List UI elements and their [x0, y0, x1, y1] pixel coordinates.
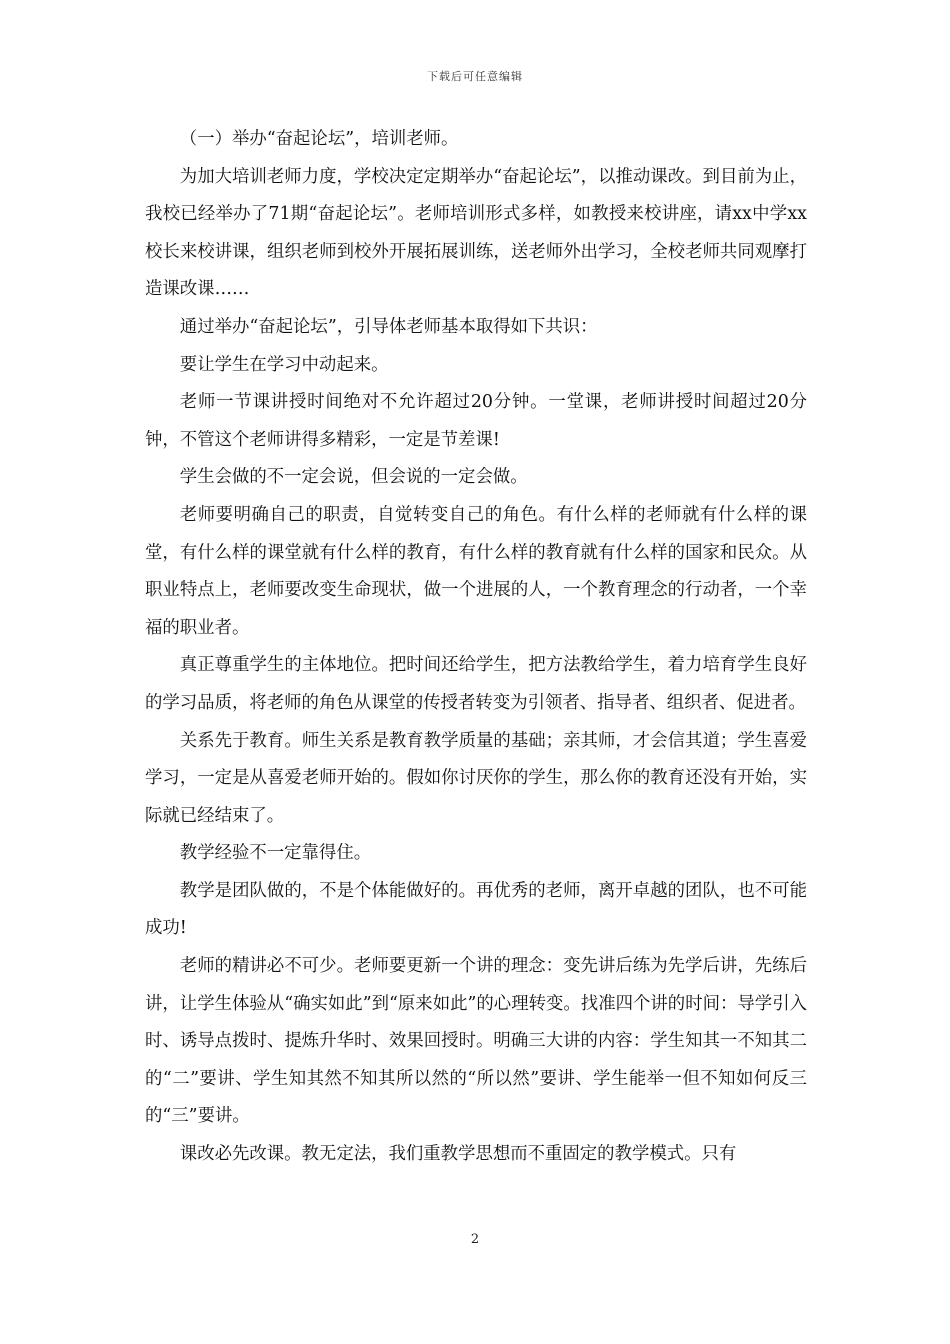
- paragraph: 教学是团队做的，不是个体能做好的。再优秀的老师，离开卓越的团队，也不可能成功!: [145, 880, 807, 939]
- document-body: [145, 121, 807, 1174]
- paragraph: 老师的精讲必不可少。老师要更新一个讲的理念：变先讲后练为先学后讲，先练后讲，让学生体验从“确实如此”到“原来如此”的心理转变。找准四个讲的时间：导学引入时、诱导点拨时、提炼升华时、效果回授时。明确三大讲的内容：学生知其一不知其二的“二”要讲、学生知其然不知其所以然的“所以然”要讲、学生能举一但不知如何反三的“三”要讲。: [145, 956, 807, 1127]
- page-header: 下载后可任意编辑: [427, 70, 523, 83]
- paragraph: 通过举办“奋起论坛”，引导体老师基本取得如下共识：: [179, 316, 598, 337]
- paragraph: 课改必先改课。教无定法，我们重教学思想而不重固定的教学模式。只有: [179, 1144, 737, 1165]
- paragraph: 关系先于教育。师生关系是教育教学质量的基础；亲其师，才会信其道；学生喜爱学习，一定是从喜爱老师开始的。假如你讨厌你的学生，那么你的教育还没有开始，实际就已经结束了。: [145, 730, 807, 826]
- paragraph: 教学经验不一定靠得住。: [179, 843, 372, 864]
- paragraph: 学生会做的不一定会说，但会说的一定会做。: [179, 467, 528, 488]
- paragraph-section-heading: （一）举办“奋起论坛”，培训老师。: [179, 129, 459, 149]
- paragraph: 为加大培训老师力度，学校决定定期举办“奋起论坛”，以推动课改。到目前为止，我校已经举办了71期“奋起论坛”。老师培训形式多样，如教授来校讲座，请xx中学xx校长来校讲课，组织老师到校外开展拓展训练，送老师外出学习，全校老师共同观摩打造课改课……: [145, 166, 807, 300]
- paragraph: 要让学生在学习中动起来。: [179, 354, 389, 375]
- paragraph: 真正尊重学生的主体地位。把时间还给学生，把方法教给学生，着力培育学生良好的学习品质，将老师的角色从课堂的传授者转变为引领者、指导者、组织者、促进者。: [145, 655, 807, 713]
- paragraph: 老师要明确自己的职责，自觉转变自己的角色。有什么样的老师就有什么样的课堂，有什么样的课堂就有什么样的教育，有什么样的教育就有什么样的国家和民众。从职业特点上，老师要改变生命现状，做一个进展的人，一个教育理念的行动者，一个幸福的职业者。: [145, 504, 807, 638]
- page-number: 2: [470, 1232, 480, 1247]
- paragraph: 老师一节课讲授时间绝对不允许超过20分钟。一堂课，老师讲授时间超过20分钟，不管这个老师讲得多精彩，一定是节差课!: [145, 392, 807, 450]
